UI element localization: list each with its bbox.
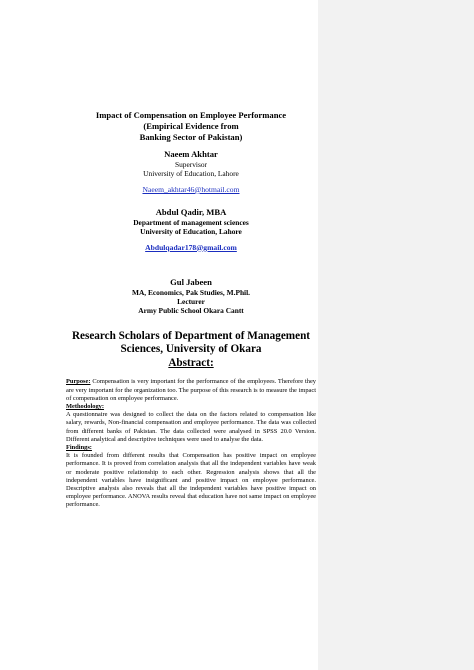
title-block bbox=[66, 110, 316, 143]
research-group-block bbox=[66, 330, 316, 371]
author-2-name: Abdul Qadir, MBA bbox=[155, 206, 227, 217]
author-3-name: Gul Jabeen bbox=[170, 276, 212, 287]
author-3-affiliation: Army Public School Okara Cantt bbox=[138, 306, 244, 316]
title-line-3: Banking Sector of Pakistan) bbox=[139, 132, 243, 142]
purpose-text: Compensation is very important for the performance of the employees. Therefore they are very important for the organization too. The purpose of this research is to measure the impact of compensation on employee performance. bbox=[66, 378, 316, 402]
purpose-paragraph bbox=[66, 378, 316, 403]
author-3-degrees: MA, Economics, Pak Studies, M.Phil. bbox=[131, 287, 251, 297]
author-2-department: Department of management sciences bbox=[133, 217, 249, 227]
abstract-heading: Abstract: bbox=[168, 356, 214, 369]
purpose-label: Purpose: bbox=[66, 378, 91, 386]
methodology-heading: Methodology: bbox=[66, 402, 104, 410]
findings-heading: Findings: bbox=[66, 443, 92, 451]
methodology-text: A questionnaire was designed to collect the data on the factors related to compensation like salary, rewards, Non-financial compensation and employee performance. The data was collected from different banks of Pakistan. The data collected were analysed in SPSS 20.0 Version. Different analytical and descriptive techniques were used to analyse the data. bbox=[66, 411, 316, 443]
title-line-2: (Empirical Evidence from bbox=[143, 121, 239, 131]
author-1-name: Naeem Akhtar bbox=[164, 149, 218, 159]
abstract-body bbox=[66, 378, 316, 509]
author-1-role: Supervisor bbox=[174, 160, 208, 169]
author-2-affiliation: University of Education, Lahore bbox=[140, 227, 242, 237]
author-3-role: Lecturer bbox=[177, 297, 205, 307]
author-3-block bbox=[66, 277, 316, 316]
research-group-line-2: Sciences, University of Okara bbox=[120, 343, 262, 356]
research-group-line-1: Research Scholars of Department of Management bbox=[71, 329, 311, 342]
findings-text: It is founded from different results that Compensation has positive impact on employee performance. It is proved from correlation analysis that all the independent variables have weak or moderate positive relationship to each other. Regression analysis shows that all the independent variables have insignificant and positive impact on employee performance. Descriptive analysis also reveals that all the independent variables have positive impact on employee performance. ANOVA results reveal that education have not same impact on employee performance. bbox=[66, 452, 316, 509]
author-2-block bbox=[66, 207, 316, 255]
document-body bbox=[66, 110, 316, 510]
author-1-block bbox=[66, 149, 316, 197]
comment-margin-panel bbox=[318, 0, 474, 670]
title-line-1: Impact of Compensation on Employee Performance bbox=[95, 110, 287, 120]
author-1-affiliation: University of Education, Lahore bbox=[143, 169, 239, 179]
author-2-email-link[interactable]: Abdulqadar178@gmail.com bbox=[145, 242, 237, 252]
author-1-email-link[interactable]: Naeem_akhtar46@hotmail.com bbox=[142, 184, 240, 194]
